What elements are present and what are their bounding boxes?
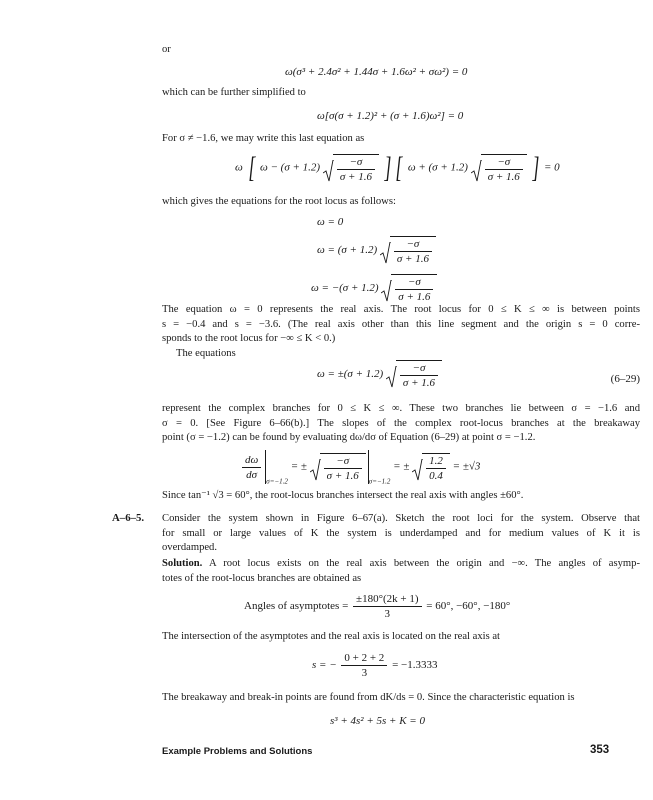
equation-4: ω = 0 (317, 216, 344, 228)
deriv-eq: = ± (290, 460, 307, 473)
paragraph-line: σ = 0. [See Figure 6–66(b).] The slopes of the complex root-locus branches at the breakaway (162, 417, 640, 429)
equation-3 (235, 153, 560, 183)
frac-den: σ + 1.6 (396, 253, 429, 265)
equation-7 (317, 360, 442, 389)
equation-5 (317, 236, 436, 265)
asym-label: Angles of asymptotes = (244, 600, 349, 613)
asym-result: = 60°, −60°, −180° (426, 600, 511, 613)
s-eq: s = − (312, 659, 337, 672)
asym-num: ±180°(2k + 1) (353, 593, 421, 607)
sqrt-eq5 (380, 236, 436, 265)
footer-section-title: Example Problems and Solutions (162, 746, 313, 757)
text-intersection: The intersection of the asymptotes and the real axis is located on the real axis at (162, 631, 501, 642)
equation-6 (311, 274, 437, 303)
paragraph-line: sponds to the root locus for −∞ ≤ K < 0.) (162, 333, 336, 345)
frac-num: −σ (485, 156, 523, 170)
paragraph-complex-branches (162, 402, 640, 446)
equation-asymptotes (244, 593, 510, 620)
radical-sign (380, 242, 391, 264)
paragraph-solution (162, 557, 640, 586)
sqrt-values (412, 453, 450, 482)
frac-den: σ + 1.6 (326, 469, 359, 482)
right-bracket: ] (384, 151, 392, 184)
text-since: Since tan⁻¹ √3 = 60°, the root-locus branches intersect the real axis with angles ±60°. (162, 490, 524, 501)
paragraph-problem (162, 512, 640, 556)
paragraph-line: point (σ = −1.2) can be found by evaluating dω/dσ of Equation (6–29) at point σ = −1.2. (162, 432, 536, 444)
equation-2: ω[σ(σ + 1.2)² + (σ + 1.6)ω²] = 0 (317, 110, 464, 122)
radical-sign (381, 280, 392, 302)
frac-num: −σ (324, 455, 362, 469)
sqrt-deriv (310, 453, 366, 482)
left-bracket-2: [ (395, 151, 403, 184)
solution-text: A root locus exists on the real axis between the origin and −∞. The angles of asymp- (208, 558, 640, 569)
text-simplified: which can be further simplified to (162, 87, 306, 98)
eq3-omega: ω (235, 161, 243, 174)
eq5-left: ω = (σ + 1.2) (317, 244, 378, 257)
deriv-den: dσ (246, 468, 258, 481)
frac-num: −σ (394, 238, 432, 252)
sqrt-b (471, 154, 527, 183)
solution-label: Solution. (162, 558, 203, 569)
page-number: 353 (590, 744, 610, 756)
paragraph-real-axis (162, 303, 640, 361)
frac-den: σ + 1.6 (402, 377, 436, 389)
text-gives-equations: which gives the equations for the root locus as follows: (162, 196, 396, 207)
deriv-val-num: 1.2 (426, 455, 446, 469)
paragraph-line: represent the complex branches for 0 ≤ K ≤ ∞. These two branches lie between σ = −1.6 and (162, 403, 640, 414)
paragraph-line: for small or large values of K the system is underdamped and for medium values of K it is (162, 527, 640, 539)
paragraph-line (162, 557, 640, 572)
sqrt-a (323, 154, 379, 183)
equation-1: ω(σ³ + 2.4σ² + 1.44σ + 1.6ω² + σω²) = 0 (285, 66, 468, 78)
left-bracket: [ (247, 151, 255, 184)
eq3-end: = 0 (544, 161, 560, 174)
deriv-val-den: 0.4 (429, 469, 443, 482)
eq6-left: ω = −(σ + 1.2) (311, 282, 379, 295)
paragraph-line: The equations (176, 347, 236, 359)
deriv-num: dω (242, 454, 261, 468)
deriv-sub: σ=−1.2 (368, 477, 391, 486)
equation-characteristic: s³ + 4s² + 5s + K = 0 (330, 715, 425, 727)
text-for-sigma: For σ ≠ −1.6, we may write this last equation as (162, 133, 365, 144)
s-num: 0 + 2 + 2 (341, 652, 387, 666)
radical-sign (412, 459, 423, 481)
frac-den: σ + 1.6 (487, 170, 520, 183)
deriv-eq-2: = ± (393, 460, 410, 473)
eq3-part-a: ω − (σ + 1.2) (259, 161, 321, 174)
asym-den: 3 (384, 608, 391, 620)
frac-num: −σ (395, 276, 433, 290)
equation-number: (6–29) (610, 373, 640, 385)
equation-centroid (312, 652, 437, 679)
s-result: = −1.3333 (392, 659, 438, 672)
frac-num: −σ (400, 362, 438, 376)
eq3-part-b: ω + (σ + 1.2) (407, 161, 468, 174)
sqrt-eq7 (386, 360, 442, 389)
text-or: or (162, 44, 171, 55)
problem-number: A–6–5. (112, 512, 145, 524)
deriv-result: = ±√3 (452, 460, 481, 473)
paragraph-line: s = −0.4 and s = −3.6. (The real axis other than this line segment and the origin s = 0 corre- (162, 318, 640, 330)
sqrt-eq6 (381, 274, 437, 303)
radical-sign (310, 459, 321, 481)
radical-sign (323, 160, 334, 182)
radical-sign (471, 160, 482, 182)
right-bracket-2: ] (531, 151, 539, 184)
paragraph-line: overdamped. (162, 542, 218, 554)
frac-num: −σ (337, 156, 375, 170)
paragraph-line: totes of the root-locus branches are obtained as (162, 572, 362, 584)
eq7-left: ω = ±(σ + 1.2) (317, 368, 384, 381)
frac-den: σ + 1.6 (398, 291, 431, 303)
s-den: 3 (361, 667, 368, 679)
frac-den: σ + 1.6 (339, 170, 372, 183)
deriv-sub: σ=−1.2 (266, 477, 288, 486)
equation-derivative (240, 450, 480, 486)
radical-sign (386, 366, 397, 388)
paragraph-line: Consider the system shown in Figure 6–67(a). Sketch the root loci for the system. Observe that (162, 513, 640, 524)
paragraph-line: The equation ω = 0 represents the real axis. The root locus for 0 ≤ K ≤ ∞ is between points (162, 304, 640, 315)
text-breakaway: The breakaway and break-in points are found from dK/ds = 0. Since the characteristic equation is (162, 692, 575, 703)
